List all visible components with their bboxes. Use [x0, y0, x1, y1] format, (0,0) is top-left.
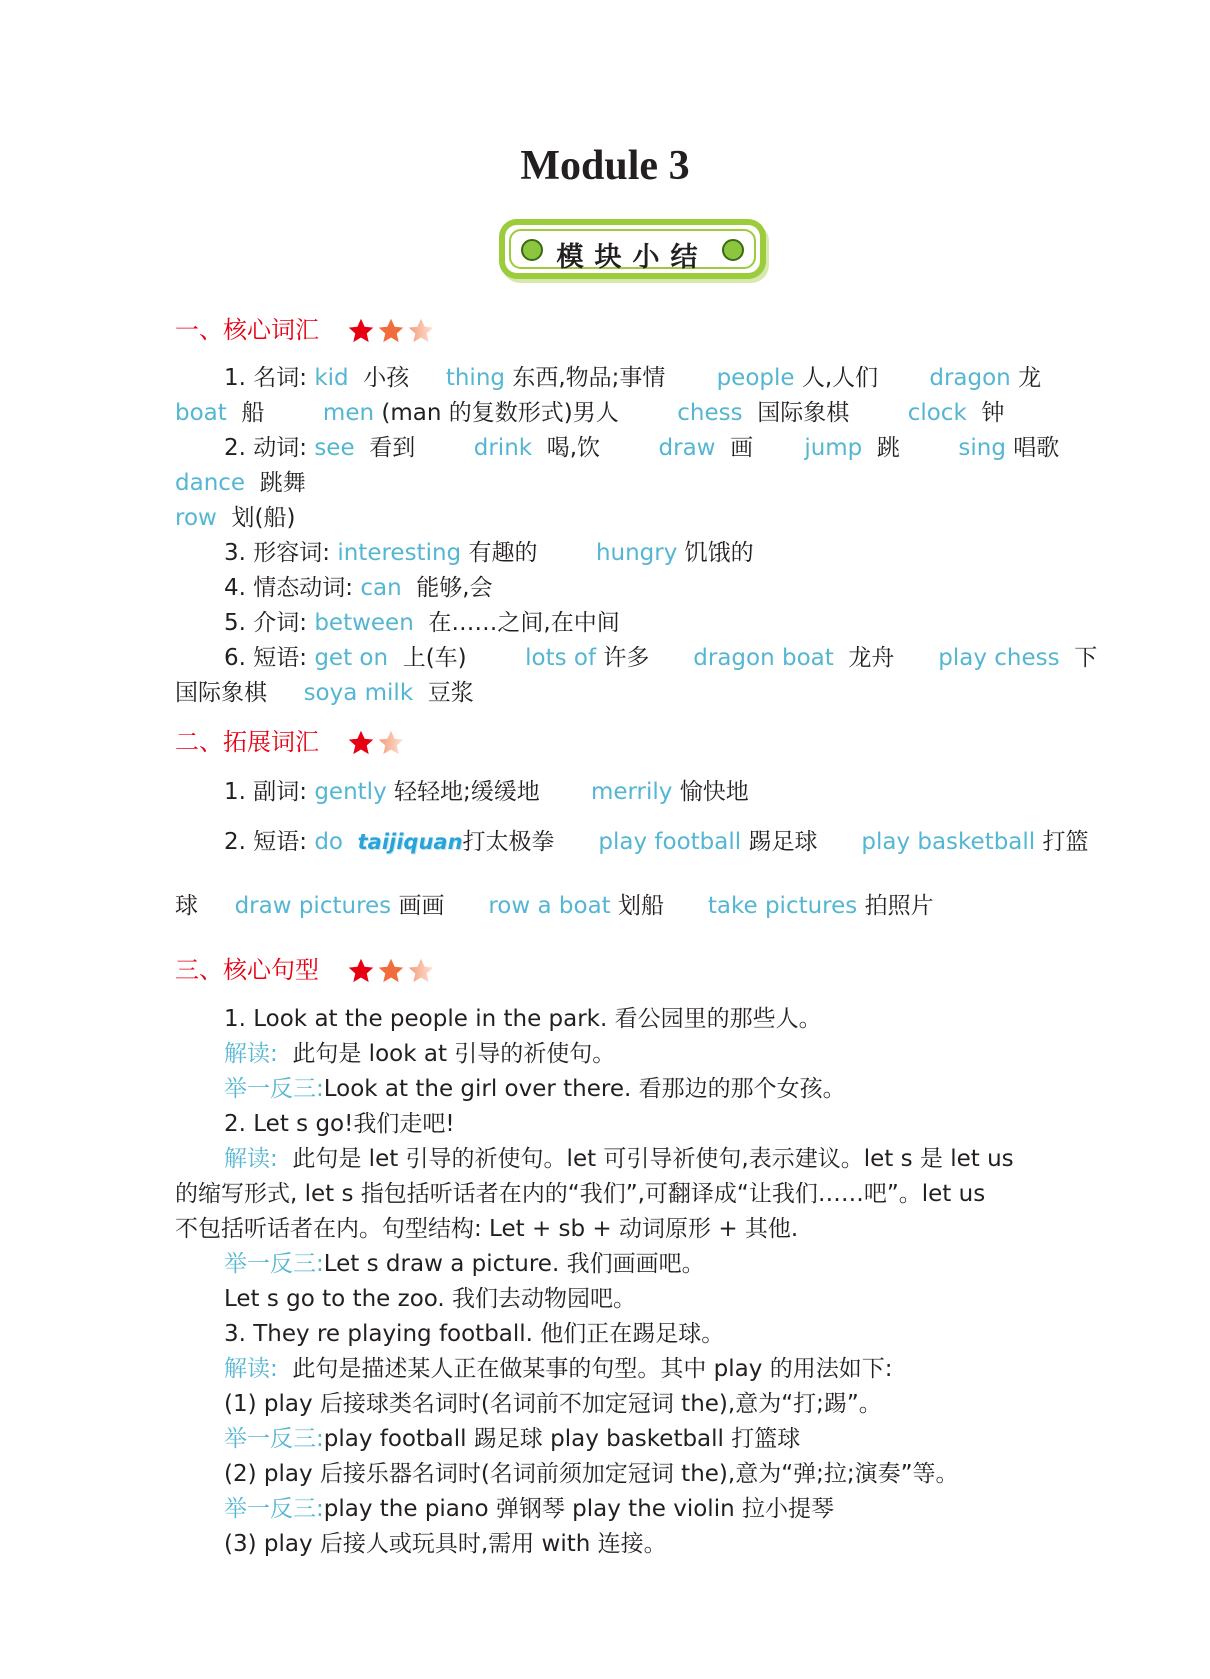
vocab-line: boat 船 men (man 的复数形式)男人 chess 国际象棋 clock 钟 [175, 400, 1005, 426]
sentence-line: 1. Look at the people in the park. 看公园里的那些人。 [224, 1006, 822, 1032]
vocab-line: 2. 短语: do taijiquan打太极拳 play football 踢足球 play basketball 打篮 [224, 829, 1089, 855]
section-heading-ext-vocab: 二、拓展词汇 [175, 724, 319, 760]
badge-dot-icon [722, 239, 744, 261]
vocab-line: 2. 动词: see 看到 drink 喝,饮 draw 画 jump 跳 sing 唱歌 [224, 435, 1060, 461]
sentence-line: Let s go to the zoo. 我们去动物园吧。 [224, 1286, 637, 1312]
vocab-line: 球 draw pictures 画画 row a boat 划船 take pictures 拍照片 [175, 893, 934, 919]
sentence-line: (2) play 后接乐器名词时(名词前须加定冠词 the),意为“弹;拉;演奏”等。 [224, 1461, 959, 1487]
vocab-line: 5. 介词: between 在……之间,在中间 [224, 610, 620, 636]
vocab-line: 4. 情态动词: can 能够,会 [224, 575, 493, 601]
sentence-line: 举一反三:Look at the girl over there. 看那边的那个女孩。 [224, 1076, 846, 1102]
sentence-line: (3) play 后接人或玩具时,需用 with 连接。 [224, 1531, 667, 1557]
sentence-line: 2. Let s go!我们走吧! [224, 1111, 455, 1137]
sentence-line: 3. They re playing football. 他们正在踢足球。 [224, 1321, 725, 1347]
vocab-line: 6. 短语: get on 上(车) lots of 许多 dragon boat 龙舟 play chess 下 [224, 645, 1098, 671]
sentence-line: 解读: 此句是 look at 引导的祈使句。 [224, 1041, 616, 1067]
vocab-line: row 划(船) [175, 505, 296, 531]
rating-stars-icon [347, 727, 417, 759]
vocab-line: 3. 形容词: interesting 有趣的 hungry 饥饿的 [224, 540, 754, 566]
vocab-line: 国际象棋 soya milk 豆浆 [175, 680, 474, 706]
section-heading-core-vocab: 一、核心词汇 [175, 312, 319, 348]
sentence-line: 解读: 此句是 let 引导的祈使句。let 可引导祈使句,表示建议。let s 是 let us [224, 1146, 1014, 1172]
vocab-line: 1. 副词: gently 轻轻地;缓缓地 merrily 愉快地 [224, 779, 749, 805]
sentence-line: 解读: 此句是描述某人正在做某事的句型。其中 play 的用法如下: [224, 1356, 893, 1382]
sentence-line: (1) play 后接球类名词时(名词前不加定冠词 the),意为“打;踢”。 [224, 1391, 882, 1417]
vocab-line: 1. 名词: kid 小孩 thing 东西,物品;事情 people 人,人们 dragon 龙 [224, 365, 1042, 391]
sentence-line: 举一反三:play the piano 弹钢琴 play the violin 拉小提琴 [224, 1496, 834, 1522]
sentence-line: 的缩写形式, let s 指包括听话者在内的“我们”,可翻译成“让我们……吧”。let us [175, 1181, 986, 1207]
summary-badge [499, 219, 766, 279]
sentence-line: 举一反三:play football 踢足球 play basketball 打篮球 [224, 1426, 801, 1452]
badge-text: 模块小结 [556, 242, 709, 273]
page-title: Module 3 [520, 143, 690, 189]
sentence-line: 举一反三:Let s draw a picture. 我们画画吧。 [224, 1251, 705, 1277]
vocab-line: dance 跳舞 [175, 470, 306, 496]
rating-stars-icon [347, 315, 447, 347]
rating-stars-icon [347, 955, 447, 987]
section-heading-sentences: 三、核心句型 [175, 952, 319, 988]
sentence-line: 不包括听话者在内。句型结构: Let + sb + 动词原形 + 其他. [175, 1216, 799, 1242]
